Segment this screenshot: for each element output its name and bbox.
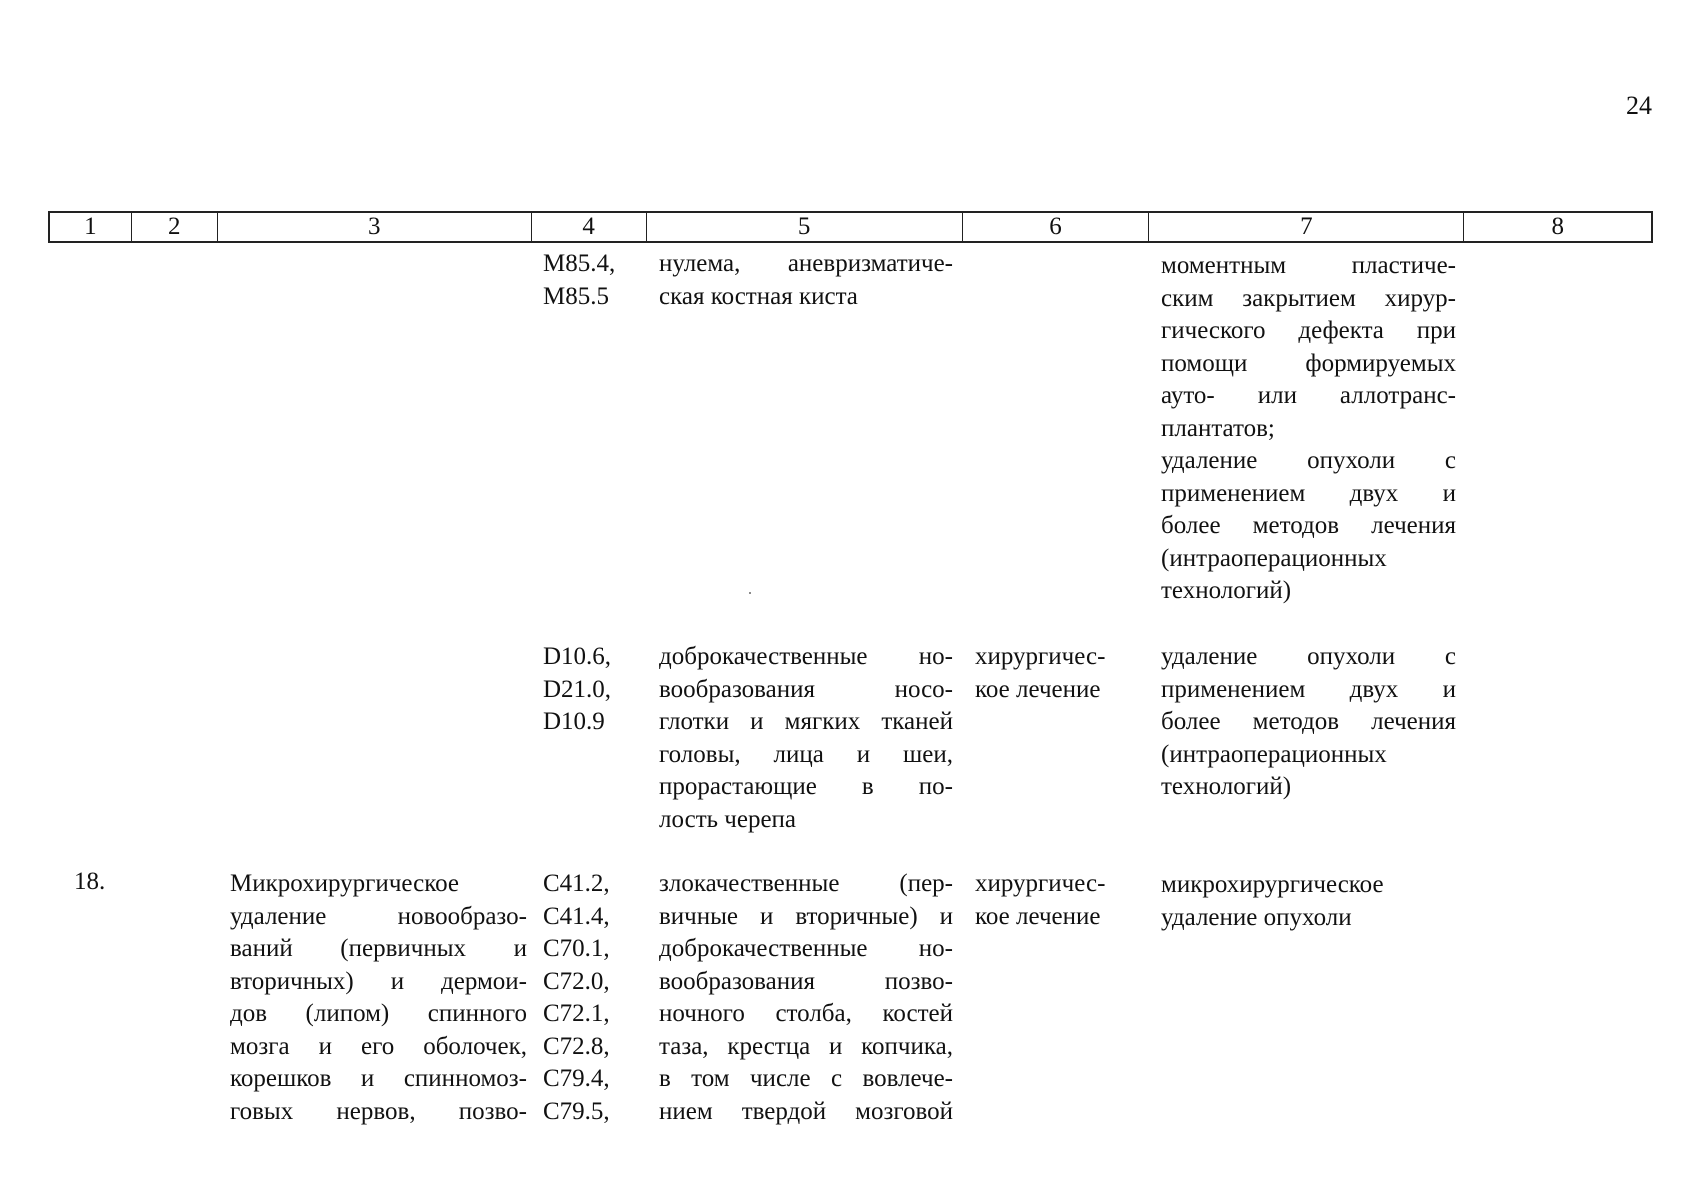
text-line: злокачественные (пер- [659,870,953,897]
text-line: гического дефекта при [1161,317,1456,344]
row2-codes [543,641,643,739]
column-header-7: 7 [1149,213,1464,241]
code-line: C79.5, [543,1097,610,1125]
code-line: M85.4, [543,250,616,277]
text-line: удаление новообразо- [230,902,527,930]
text-line: удаление опухоли с [1161,643,1456,670]
text-line: применением двух и [1161,675,1456,703]
text-line: доброкачественные но- [659,935,953,962]
row3-number [74,866,134,899]
text-line: (интраоперационных [1161,740,1387,768]
text-line: вторичных) и дермои- [230,967,527,995]
row3-method [1161,869,1456,934]
column-header-6: 6 [963,213,1150,241]
text-line: доброкачественные но- [659,643,953,670]
text-line: кое лечение [975,675,1101,703]
text-line: кое лечение [975,902,1101,930]
text-line: дов (липом) спинного [230,1000,527,1027]
code-line: C79.4, [543,1065,610,1092]
text-line: таза, крестца и копчика, [659,1032,953,1060]
row3-name [230,868,527,1128]
table-header-row [48,211,1653,243]
text-line: вообразования носо- [659,675,953,703]
text-line: глотки и мягких тканей [659,708,953,735]
text-line: Микрохирургическое [230,870,459,897]
text-line: удаление опухоли с [1161,447,1456,474]
text-line: вообразования позво- [659,967,953,995]
text-line: технологий) [1161,773,1292,800]
code-line: C72.0, [543,967,610,995]
row2-method [1161,641,1456,804]
column-header-5: 5 [647,213,963,241]
column-header-4: 4 [532,213,647,241]
text-line: хирургичес- [975,643,1106,670]
column-header-2: 2 [132,213,218,241]
text-line: вичные и вторичные) и [659,902,953,930]
text-line: нием твердой мозговой [659,1097,953,1125]
text-line: (интраоперационных [1161,544,1387,572]
text-line: мозга и его оболочек, [230,1032,527,1060]
text-line: ауто- или аллотранс- [1161,382,1456,409]
text-line: хирургичес- [975,870,1106,897]
code-line: D10.9 [543,708,605,735]
text-line: удаление опухоли [1161,903,1352,931]
text-line: ская костная киста [659,282,858,310]
row1-diagnosis [659,248,953,313]
text-line: ским закрытием хирур- [1161,284,1456,312]
page-number: 24 [1626,91,1652,120]
row3-codes [543,868,643,1128]
code-line: D10.6, [543,643,612,670]
text-line: применением двух и [1161,479,1456,507]
code-line: C41.2, [543,870,610,897]
text-line: нулема, аневризматиче- [659,250,953,277]
row-number: 18. [74,868,106,895]
text-line: более методов лечения [1161,512,1456,539]
code-line: C72.8, [543,1032,610,1060]
code-line: M85.5 [543,282,609,310]
column-header-1: 1 [50,213,132,241]
row1-method [1161,250,1456,608]
row3-diagnosis [659,868,953,1128]
text-line: ваний (первичных и [230,935,527,962]
row2-treatment-type [975,641,1145,706]
scan-speck [749,592,751,594]
column-header-3: 3 [218,213,532,241]
code-line: C41.4, [543,902,610,930]
text-line: головы, лица и шеи, [659,740,953,768]
text-line: моментным пластиче- [1161,252,1456,279]
text-line: корешков и спинномоз- [230,1065,527,1092]
text-line: в том числе с вовлече- [659,1065,953,1092]
text-line: прорастающие в по- [659,773,953,800]
text-line: технологий) [1161,577,1292,604]
code-line: D21.0, [543,675,612,703]
code-line: C72.1, [543,1000,610,1027]
row1-codes [543,248,643,313]
text-line: микрохирургическое [1161,871,1384,898]
text-line: помощи формируемых [1161,349,1456,377]
code-line: C70.1, [543,935,610,962]
text-line: говых нервов, позво- [230,1097,527,1125]
text-line: лость черепа [659,805,797,833]
text-line: плантатов; [1161,414,1275,442]
text-line: ночного столба, костей [659,1000,953,1027]
row3-treatment-type [975,868,1145,933]
column-header-8: 8 [1551,213,1564,240]
row2-diagnosis [659,641,953,836]
text-line: более методов лечения [1161,708,1456,735]
